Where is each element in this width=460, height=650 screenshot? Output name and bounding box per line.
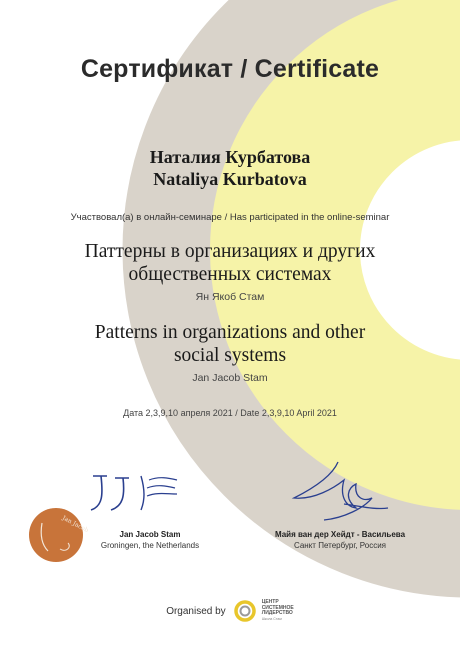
- course-title-ru-line2: общественных системах: [128, 264, 332, 285]
- participant-name-ru: Наталия Курбатова: [149, 147, 311, 167]
- signature-right: [284, 458, 394, 528]
- participant-name-en: Nataliya Kurbatova: [153, 169, 307, 189]
- course-title-ru-line1: Паттерны в организациях и других: [84, 241, 376, 262]
- organizer-name: [262, 600, 294, 622]
- organizer-line1: ЦЕНТР: [261, 599, 279, 605]
- signatory-right: [240, 530, 440, 550]
- author-en: Jan Jacob Stam: [192, 372, 268, 384]
- logo-circle-text: Jan Jacob: [61, 514, 90, 535]
- organizer-line3: ЛИДЕРСТВО: [261, 610, 293, 616]
- jan-jacob-logo: [28, 507, 90, 563]
- organizer-logo-icon: [234, 600, 256, 622]
- course-title-en-line1: Patterns in organizations and other: [94, 322, 366, 343]
- seminar-dates: Дата 2,3,9,10 апреля 2021 / Date 2,3,9,10 April 2021: [123, 408, 337, 418]
- course-title-en: [0, 321, 460, 367]
- course-title-en-line2: social systems: [173, 345, 287, 366]
- signatory-left-name: Jan Jacob Stam: [119, 530, 181, 539]
- certificate-title: Сертификат / Certificate: [80, 55, 380, 83]
- course-title-ru: [0, 240, 460, 286]
- signatory-left-place: Groningen, the Netherlands: [100, 541, 200, 550]
- signatory-right-place: Санкт Петербург, Россия: [293, 541, 386, 550]
- signatory-left: [80, 530, 220, 550]
- organizer-subtitle: Школа Стам: [261, 616, 282, 621]
- signatory-right-name: Майя ван дер Хейдт - Васильева: [274, 530, 406, 539]
- author-ru: Ян Якоб Стам: [195, 291, 265, 303]
- participated-text: Участвовал(а) в онлайн-семинаре / Has participated in the online-seminar: [70, 212, 390, 223]
- organised-by-row: [0, 596, 460, 626]
- organizer-line2: СИСТЕМНОЕ: [261, 604, 294, 611]
- organised-by-label: Organised by: [166, 605, 226, 617]
- signature-left: [85, 470, 185, 518]
